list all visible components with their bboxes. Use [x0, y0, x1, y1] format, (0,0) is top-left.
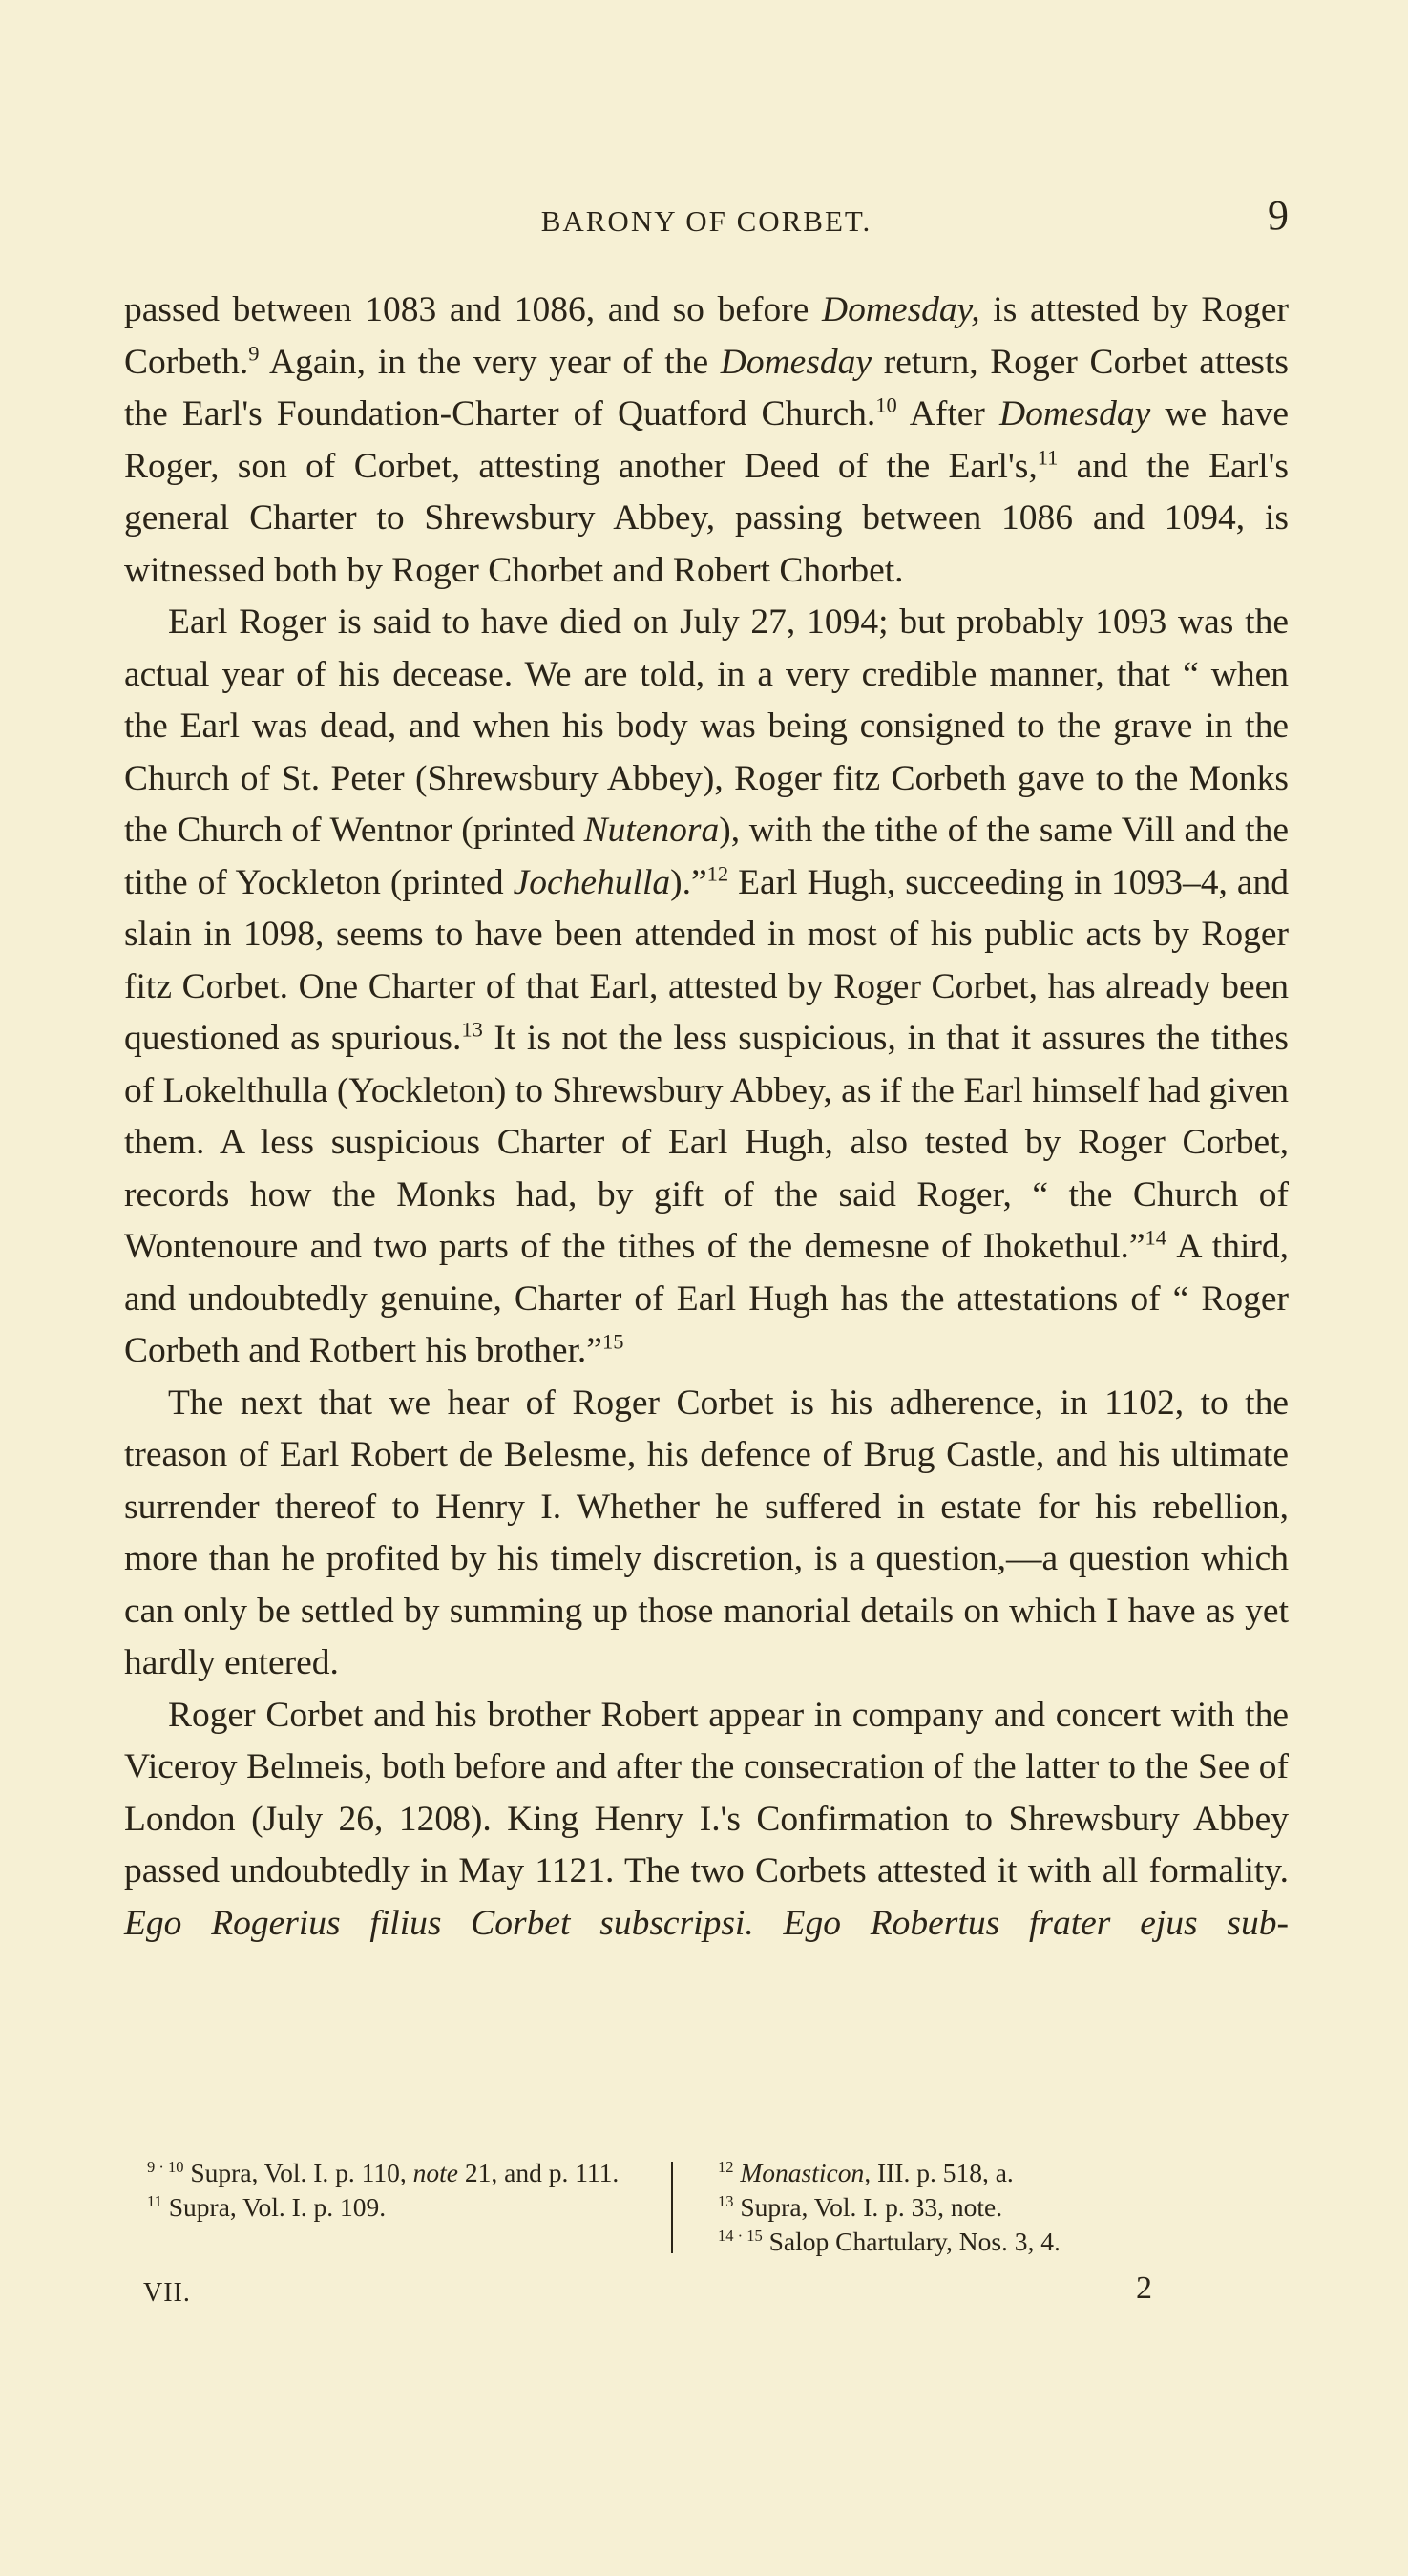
- italic-run: Jochehulla: [513, 862, 671, 902]
- italic-run: Domesday: [999, 394, 1151, 433]
- footnote-number: 11: [147, 2191, 162, 2210]
- text-run: we have Roger, son of Corbet, attesting another Deed of the Earl's,: [124, 394, 1289, 486]
- footnote: [124, 2190, 647, 2225]
- footnote: [695, 2225, 1289, 2259]
- body-text: [124, 285, 1289, 1950]
- footnote: [695, 2190, 1289, 2225]
- page-header: [124, 191, 1289, 248]
- paragraph: [124, 1378, 1289, 1690]
- footnote: [124, 2156, 647, 2190]
- footnote-italic: Monasticon,: [740, 2158, 872, 2187]
- text-run: After: [896, 394, 999, 433]
- italic-run: Domesday: [720, 342, 872, 382]
- footnotes: [124, 2156, 1289, 2347]
- paragraph: [124, 597, 1289, 1378]
- footnote-number: 13: [718, 2191, 734, 2210]
- text-run: A third, and undoubtedly genuine, Charter of Earl Hugh has the attestations of “ Roger Corbeth and Rotbert his brother.”: [124, 1227, 1289, 1370]
- footnote-number: 14 · 15: [718, 2226, 763, 2245]
- footnote-marker: 10: [875, 392, 897, 417]
- italic-run: Ego Rogerius filius Corbet subscripsi. Ego Robertus frater ejus sub-: [124, 1903, 1289, 1943]
- text-run: 1083 and 1086, and so before: [365, 290, 823, 329]
- paragraph: [124, 285, 1289, 597]
- footnote-number: 9 · 10: [147, 2157, 184, 2176]
- text-run: and the Earl's general Charter to Shrewsbury Abbey, passing between 1086 and 1094, is witnessed both by Roger Chorbet and Robert Chorbet.: [124, 446, 1289, 590]
- footnote-number: 12: [718, 2157, 734, 2176]
- footnotes-left-column: [124, 2156, 647, 2225]
- paragraph: [124, 1690, 1289, 1951]
- text-run: Earl Roger is said to have died on July 27, 1094; but probably 1093 was the actual year of his decease. We are told, in a very credible manner, that “ when the Earl was dead, and when his body was being consigned to the grave in the Church of St. Peter (Shrewsbury Abbey), Roger fitz Corbeth gave to the Monks the Church of Wentnor (printed: [124, 602, 1289, 850]
- page-number: 9: [1268, 192, 1289, 239]
- footnote-text: Supra, Vol. I. p. 110,: [183, 2158, 413, 2187]
- text-run: Earl Hugh, succeeding in 1093–4, and slain in 1098, seems to have been attended in most of his public acts by Roger fitz Corbet. One Charter of that Earl, attested by Roger Corbet, has already been questioned as spurious.: [124, 862, 1289, 1058]
- footnote-italic: note: [412, 2158, 458, 2187]
- footnote-marker: 12: [706, 861, 729, 885]
- footnote-marker: 9: [248, 341, 260, 365]
- sheet-number: 2: [1136, 2270, 1152, 2306]
- footnote-marker: 11: [1037, 445, 1059, 469]
- text-run: is attested by Roger Corbeth.: [124, 290, 1289, 382]
- footnote-marker: 13: [461, 1017, 483, 1042]
- italic-run: Nutenora: [583, 811, 720, 850]
- text-run: return, Roger Corbet attests the Earl's Foundation-Charter of Quatford Church.: [124, 342, 1289, 433]
- italic-run: Domesday,: [822, 290, 980, 329]
- text-run: ).”: [670, 862, 707, 902]
- text-run: Roger Corbet and his brother Robert appear in company and concert with the Viceroy Belmeis, both before and after the consecration of the latter to the See of London (July 26, 1208). King Henry I.'s Confirmation to Shrewsbury Abbey passed undoubtedly in May 1121. The two Corbets attested it with all formality.: [124, 1695, 1289, 1890]
- text-run: The next that we hear of Roger Corbet is his adherence, in 1102, to the treason of Earl Robert de Belesme, his defence of Brug Castle, and his ultimate surrender thereof to Henry I. Whether he suffered in estate for his rebellion, more than he profited by his timely discretion, is a question,—a question which can only be settled by summing up those manorial details on which I have as yet hardly entered.: [124, 1383, 1289, 1682]
- footnote-text: III. p. 518, a.: [871, 2158, 1014, 2187]
- text-run: passed between: [124, 290, 366, 329]
- footnote-marker: 14: [1145, 1225, 1167, 1250]
- footnotes-right-column: [695, 2156, 1289, 2259]
- signature-mark: VII.: [143, 2278, 191, 2308]
- footnote-text: Salop Chartulary, Nos. 3, 4.: [762, 2227, 1061, 2256]
- footnote: [695, 2156, 1289, 2190]
- footnote-text: Supra, Vol. I. p. 33, note.: [733, 2192, 1003, 2222]
- footnote-marker: 15: [601, 1329, 624, 1354]
- footnote-text: Supra, Vol. I. p. 109.: [161, 2192, 387, 2222]
- footnote-column-divider: [671, 2162, 673, 2253]
- text-run: Again, in the very year of the: [259, 342, 721, 382]
- footnote-text: 21, and p. 111.: [458, 2158, 620, 2187]
- running-head: BARONY OF CORBET.: [540, 204, 872, 238]
- text-run: ), with the tithe of the same Vill and the tithe of Yockleton (printed: [124, 811, 1289, 902]
- text-run: It is not the less suspicious, in that it assures the tithes of Lokelthulla (Yockleton) to Shrewsbury Abbey, as if the Earl himself had given them. A less suspicious Charter of Earl Hugh, also tested by Roger Corbet, records how the Monks had, by gift of the said Roger, “ the Church of Wontenoure and two parts of the tithes of the demesne of Ihokethul.”: [124, 1019, 1289, 1266]
